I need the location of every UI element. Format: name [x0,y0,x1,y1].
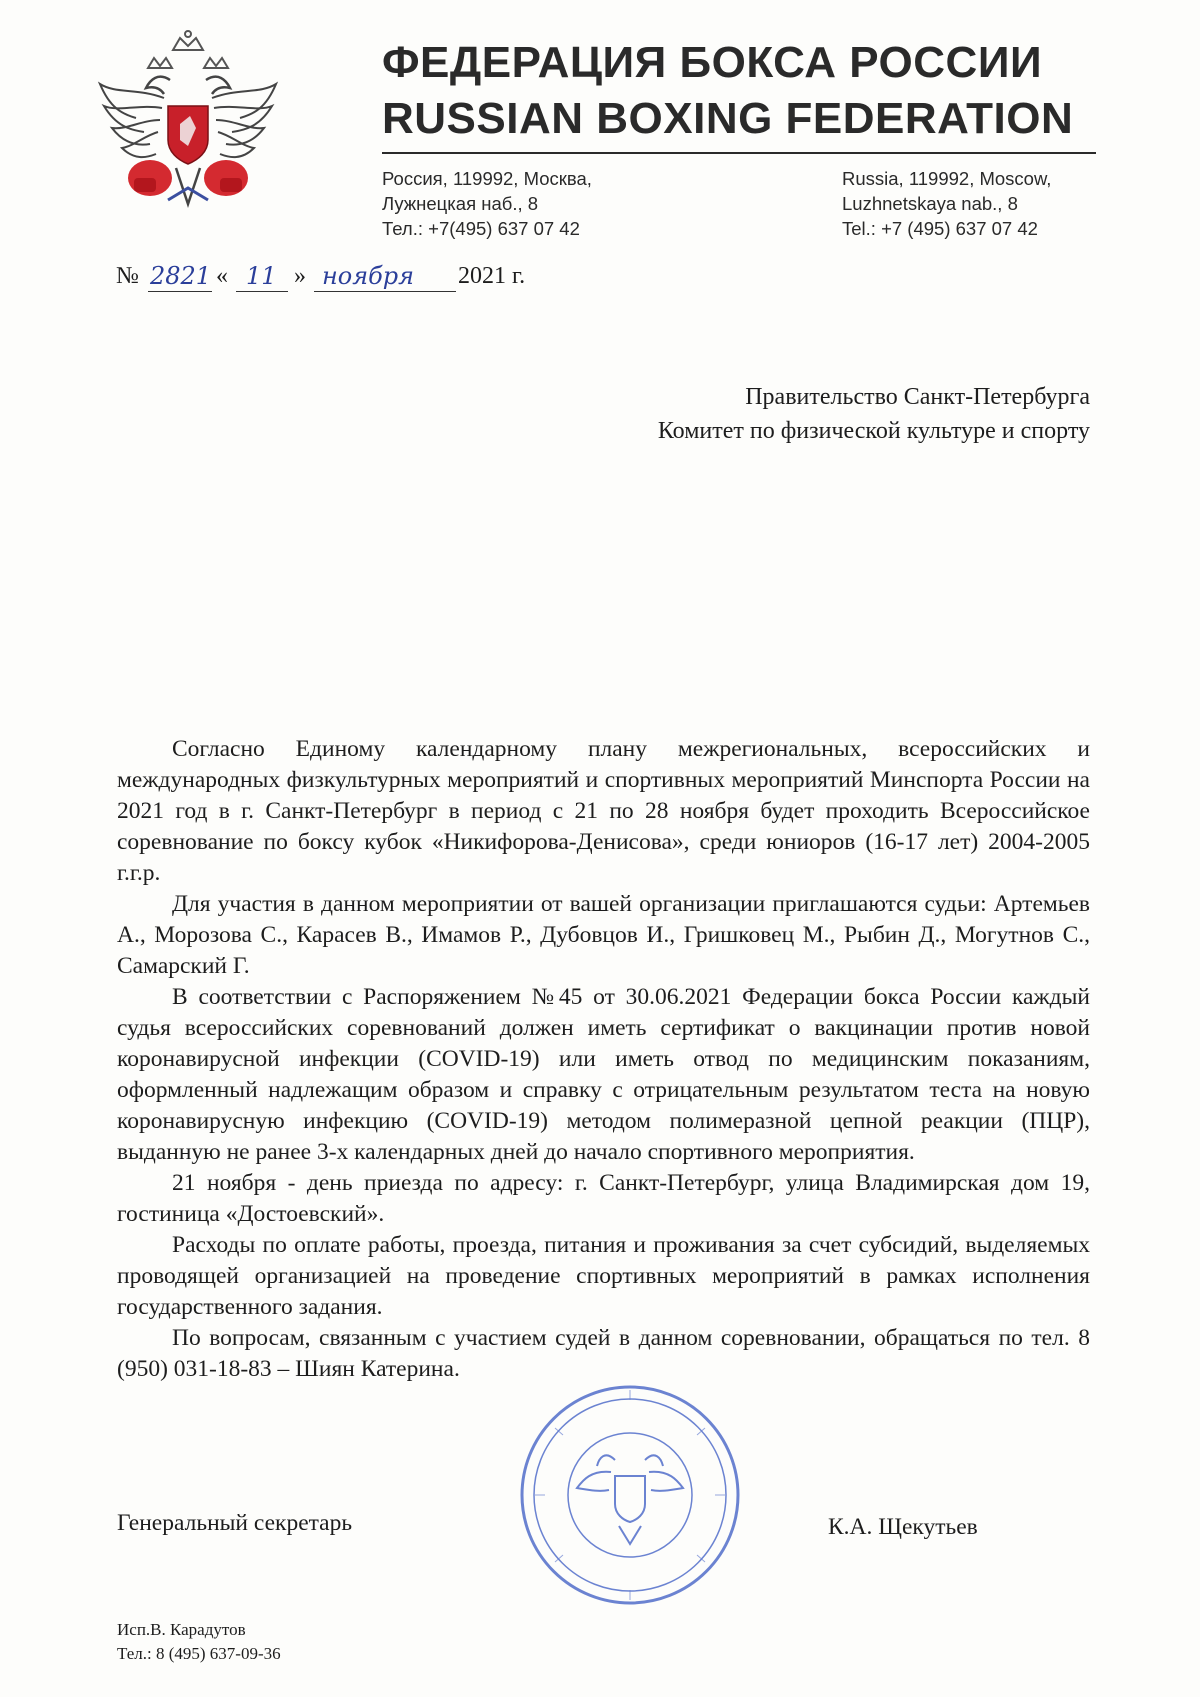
body-paragraph: По вопросам, связанным с участием судей в данном соревновании, обращаться по тел. 8 (950) 031-18-83 – Шиян Катерина. [117,1325,1090,1382]
address-en-line: Luzhnetskaya nab., 8 [842,193,1018,214]
signatory-title: Генеральный секретарь [117,1510,353,1536]
address-ru [382,166,592,241]
org-name-en: RUSSIAN BOXING FEDERATION [382,94,1074,143]
address-ru-line: Лужнецкая наб., 8 [382,193,539,214]
address-en-line: Tel.: +7 (495) 637 07 42 [842,218,1038,239]
addressee-block [658,380,1090,448]
body-paragraph: Расходы по оплате работы, проезда, питания и проживания за счет субсидий, выделяемых проводящей организацией на проведение спортивных мероприятий в рамках исполнения государственного задания. [117,1232,1090,1320]
executor-block [117,1618,281,1666]
registration-month: ноября [322,262,415,290]
underline [236,291,288,293]
executor-phone: Тел.: 8 (495) 637-09-36 [117,1644,281,1663]
registration-line [116,258,596,298]
body-paragraph: Для участия в данном мероприятии от вашей организации приглашаются судьи: Артемьев А., Морозова С., Карасев В., Имамов Р., Дубовцов И., Гришковец М., Рыбин Д., Могутнов С., Самарский Г. [117,891,1090,979]
registration-day: 11 [246,262,277,290]
body-paragraph: В соответствии с Распоряжением №45 от 30.06.2021 Федерации бокса России каждый судья всероссийских соревнований должен иметь сертификат о вакцинации против новой коронавирусной инфекции (COVID-19) или иметь отвод по медицинским показаниям, оформленный надлежащим образом и справку с отрицательным результатом теста на новую коронавирусную инфекцию (COVID-19) методом полимеразной цепной реакции (ПЦР), выданную не ранее 3-х календарных дней до начало спортивного мероприятия. [117,984,1090,1165]
executor-name: Исп.В. Карадутов [117,1620,246,1639]
body-paragraph: Согласно Единому календарному плану межрегиональных, всероссийских и международных физкультурных мероприятий и спортивных мероприятий Минспорта России на 2021 год в г. Санкт-Петербург в период с 21 по 28 ноября будет проходить Всероссийское соревнование по боксу кубок «Никифорова-Денисова», среди юниоров (16-17 лет) 2004-2005 г.г.р. [117,736,1090,886]
underline [314,291,456,293]
underline [148,291,212,293]
address-ru-line: Тел.: +7(495) 637 07 42 [382,218,580,239]
header-divider [382,152,1096,154]
address-en [842,166,1051,241]
day-open-quote: « [216,263,228,289]
signatory-name: К.А. Щекутьев [828,1514,978,1540]
registration-year: 2021 г. [458,263,526,289]
addressee-line: Комитет по физической культуре и спорту [657,418,1090,444]
addressee-line: Правительство Санкт-Петербурга [745,384,1090,410]
address-en-line: Russia, 119992, Moscow, [842,168,1052,189]
address-ru-line: Россия, 119992, Москва, [382,168,592,189]
day-close-quote: » [294,263,306,289]
letter-body [117,734,1090,1385]
body-paragraph: 21 ноября - день приезда по адресу: г. Санкт-Петербург, улица Владимирская дом 19, гостиница «Достоевский». [117,1170,1090,1227]
stamp-icon [515,1380,745,1610]
coat-of-arms-icon [88,28,288,228]
registration-number: 2821 [150,262,212,290]
org-name-ru: ФЕДЕРАЦИЯ БОКСА РОССИИ [382,38,1043,87]
number-prefix: № [116,263,139,289]
